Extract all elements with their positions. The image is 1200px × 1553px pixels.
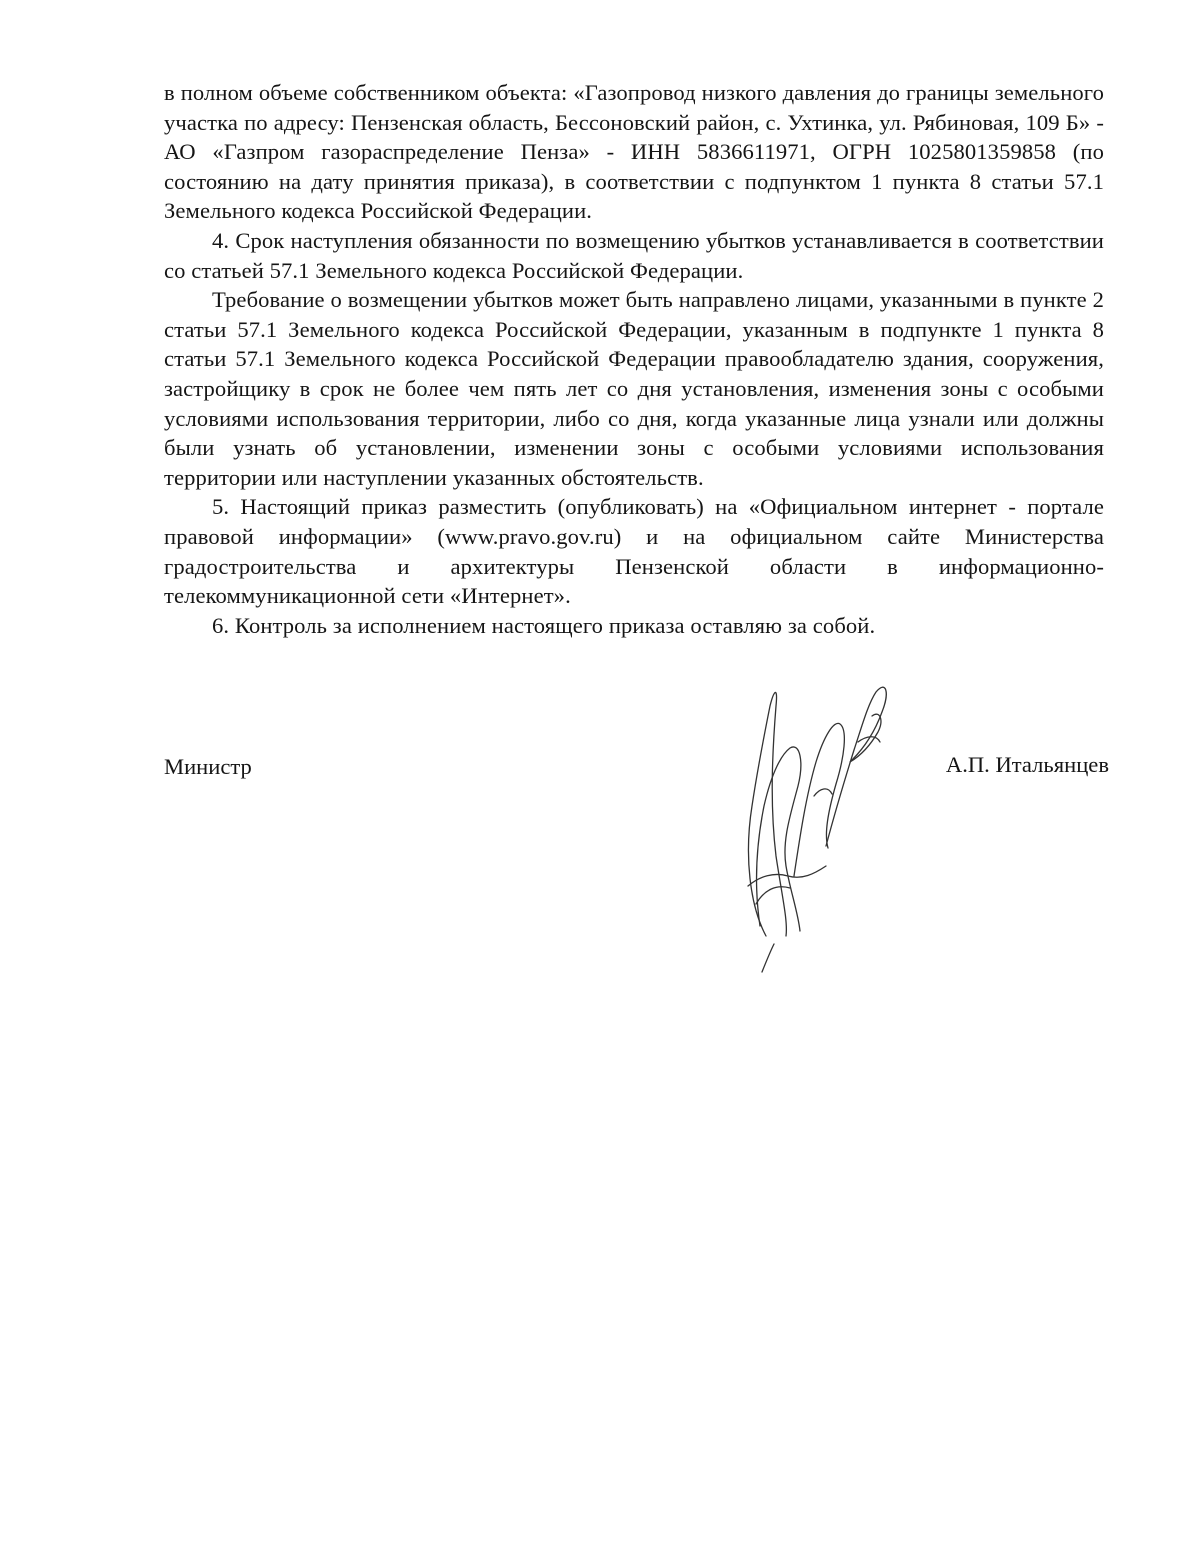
paragraph-object-owner: в полном объеме собственником объекта: «Газопровод низкого давления до границы земельного участка по адресу: Пензенская область, Бессоновский район, с. Ухтинка, ул. Рябиновая, 109 Б» - АО «Газпром газораспределение Пенза» - ИНН 5836611971, ОГРН 1025801359858 (по состоянию на дату принятия приказа), в соответствии с подпунктом 1 пункта 8 статьи 57.1 Земельного кодекса Российской Федерации.: [164, 80, 1104, 224]
document-body: [164, 78, 1104, 640]
signatory-name: А.П. Итальянцев: [945, 752, 1109, 777]
paragraph-item-6: 6. Контроль за исполнением настоящего приказа оставляю за собой.: [212, 612, 876, 638]
signatory-role: Министр: [164, 754, 252, 779]
signature-block: [164, 752, 1109, 792]
handwritten-signature: [730, 676, 890, 976]
paragraph-damages-claim: Требование о возмещении убытков может быть направлено лицами, указанными в пункте 2 статьи 57.1 Земельного кодекса Российской Федерации, указанным в подпункте 1 пункта 8 статьи 57.1 Земельного кодекса Российской Федерации правообладателю здания, сооружения, застройщику в срок не более чем пять лет со дня установления, изменения зоны с особыми условиями использования территории, либо со дня, когда указанные лица узнали или должны были узнать об установлении, изменении зоны с особыми условиями использования территории или наступлении указанных обстоятельств.: [164, 287, 1104, 490]
paragraph-item-4: 4. Срок наступления обязанности по возмещению убытков устанавливается в соответствии со статьей 57.1 Земельного кодекса Российской Федерации.: [164, 227, 1104, 283]
paragraph-item-5: 5. Настоящий приказ разместить (опубликовать) на «Официальном интернет - портале правовой информации» (www.pravo.gov.ru) и на официальном сайте Министерства градостроительства и архитектуры Пензенской области в информационно-телекоммуникационной сети «Интернет».: [164, 494, 1104, 609]
